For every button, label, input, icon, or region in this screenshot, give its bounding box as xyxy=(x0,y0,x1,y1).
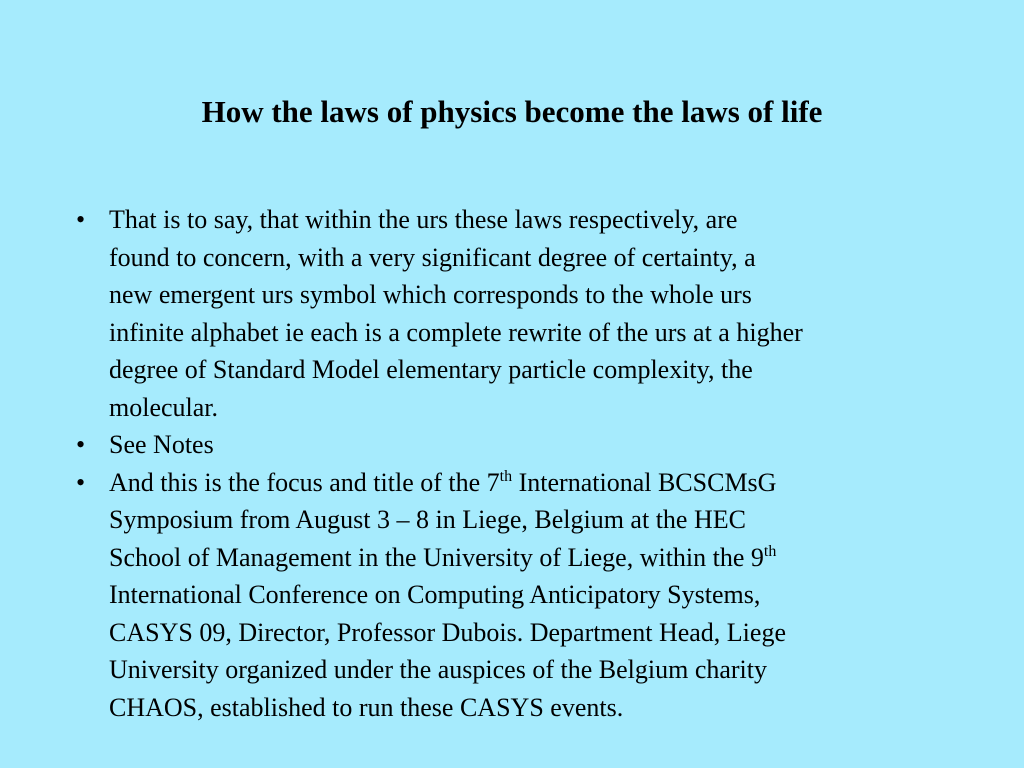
bullet-3-line-1-rest: International BCSCMsG xyxy=(512,467,777,497)
bullet-list xyxy=(74,201,954,726)
bullet-3-line-5: CASYS 09, Director, Professor Dubois. Department Head, Liege xyxy=(109,617,786,647)
bullet-item-2 xyxy=(74,426,954,464)
bullet-1-line-6: molecular. xyxy=(109,392,219,422)
bullet-3-line-6: University organized under the auspices of the Belgium charity xyxy=(109,655,767,684)
bullet-2-line-1: See Notes xyxy=(109,430,214,459)
bullet-3-line-4: International Conference on Computing Anticipatory Systems, xyxy=(109,580,761,609)
bullet-1-line-3: new emergent urs symbol which corresponds to the whole urs xyxy=(109,280,752,309)
slide-title: How the laws of physics become the laws of life xyxy=(201,94,823,129)
bullet-3-line-3 xyxy=(109,539,954,577)
bullet-3-line-7: CHAOS, established to run these CASYS events. xyxy=(109,692,624,722)
bullet-1-line-5: degree of Standard Model elementary particle complexity, the xyxy=(109,355,753,384)
bullet-1-line-2: found to concern, with a very significant degree of certainty, a xyxy=(109,242,756,272)
ordinal-superscript: th xyxy=(499,467,513,485)
bullet-item-3 xyxy=(74,464,954,727)
bullet-dot-icon: • xyxy=(76,467,86,497)
bullet-1-line-4: infinite alphabet ie each is a complete rewrite of the urs at a higher xyxy=(109,317,803,347)
bullet-3-line-3-text: School of Management in the University of Liege, within the 9 xyxy=(109,542,764,572)
bullet-3-line-1 xyxy=(109,464,954,502)
bullet-3-line-2: Symposium from August 3 – 8 in Liege, Belgium at the HEC xyxy=(109,505,746,534)
bullet-dot-icon: • xyxy=(76,430,86,459)
bullet-1-line-1: That is to say, that within the urs these laws respectively, are xyxy=(109,205,738,234)
bullet-item-1 xyxy=(74,201,954,426)
bullet-dot-icon: • xyxy=(76,205,86,234)
bullet-3-line-1-text: And this is the focus and title of the 7 xyxy=(109,467,500,497)
ordinal-superscript: th xyxy=(763,542,777,560)
